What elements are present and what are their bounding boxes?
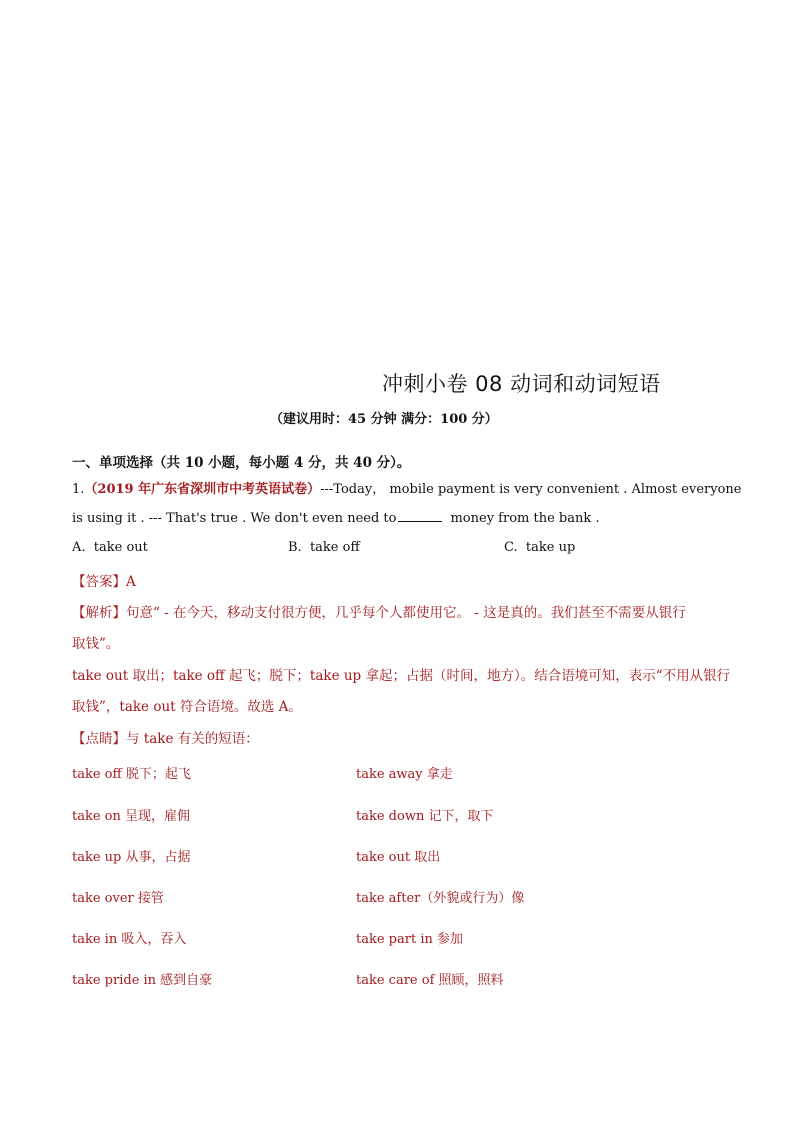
phrase-right-2: take down 记下，取下	[356, 809, 494, 824]
question-text: is using it . --- That's true . We don't even need to	[72, 511, 397, 526]
phrase-left-4: take over 接管	[72, 891, 164, 906]
analysis-tag: 【解析】	[72, 605, 126, 621]
answer-value: A	[126, 574, 136, 590]
analysis-line-3: take out 取出；take off 起飞；脱下；take up 拿起；占据（时间，地方）。结合语境可知，表示“不用从银行	[72, 668, 731, 684]
phrase-left-1: take off 脱下；起飞	[72, 767, 191, 782]
analysis-line-2: 取钱”。	[72, 636, 120, 652]
phrase-right-6: take care of 照顾，照料	[356, 973, 504, 988]
page-subtitle: （建议用时：45 分钟 满分：100 分）	[270, 412, 498, 427]
option-c: C. take up	[504, 540, 576, 555]
option-a: A. take out	[72, 540, 148, 555]
answer-blank	[398, 509, 442, 522]
analysis-line-1: 【解析】句意“ - 在今天，移动支付很方便，几乎每个人都使用它。 - 这是真的。我们甚至不需要从银行	[72, 605, 686, 621]
question-text: money from the bank .	[450, 511, 600, 526]
tips-text: 与 take 有关的短语：	[126, 731, 259, 747]
option-b: B. take off	[288, 540, 360, 555]
tips-line	[72, 727, 259, 747]
phrase-left-3: take up 从事，占据	[72, 850, 191, 865]
phrase-right-3: take out 取出	[356, 850, 441, 865]
phrase-left-2: take on 呈现，雇佣	[72, 809, 191, 824]
phrase-right-5: take part in 参加	[356, 932, 463, 947]
question-number: 1.	[72, 482, 85, 497]
page-title: 冲刺小卷 08 动词和动词短语	[382, 372, 661, 396]
question-text: ---Today， mobile payment is very convenient . Almost everyone	[320, 482, 742, 497]
question-source: （2019 年广东省深圳市中考英语试卷）	[84, 482, 321, 497]
phrase-right-1: take away 拿走	[356, 767, 453, 782]
tips-tag: 【点睛】	[72, 731, 126, 747]
phrase-left-6: take pride in 感到自豪	[72, 973, 213, 988]
phrase-left-5: take in 吸入，吞入	[72, 932, 187, 947]
answer-tag: 【答案】	[72, 574, 126, 590]
analysis-line-4: 取钱”，take out 符合语境。故选 A。	[72, 699, 302, 715]
answer-line	[72, 570, 136, 590]
section-heading: 一、单项选择（共 10 小题，每小题 4 分，共 40 分）。	[72, 455, 411, 471]
phrase-right-4: take after（外貌或行为）像	[356, 891, 525, 906]
question-1-line-1	[72, 478, 741, 497]
question-1-line-2	[72, 509, 600, 526]
